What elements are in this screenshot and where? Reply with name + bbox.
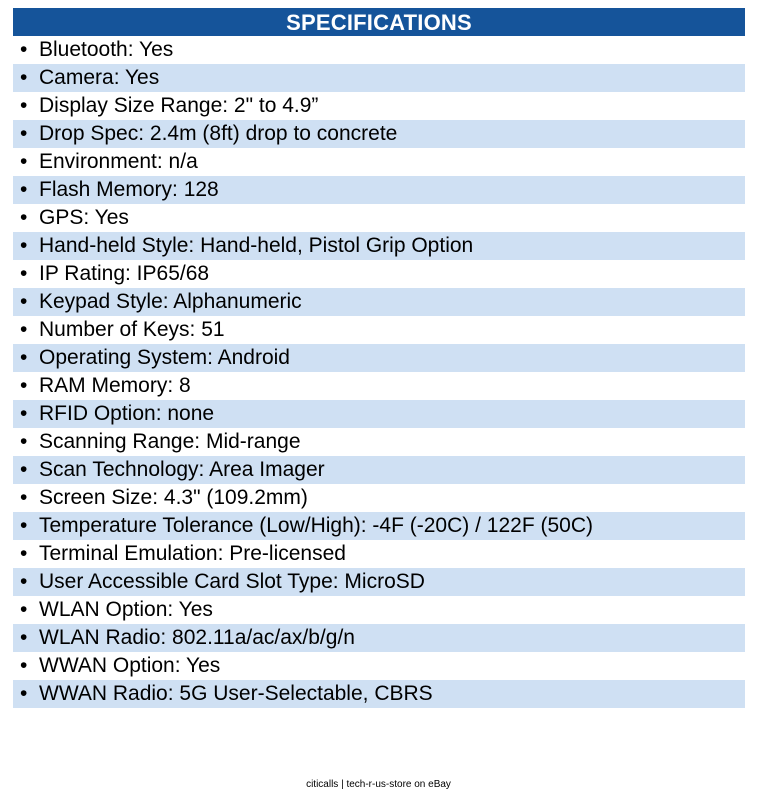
spec-row (13, 260, 745, 288)
spec-text: Hand-held Style: Hand-held, Pistol Grip Option (39, 234, 474, 257)
spec-row (13, 428, 745, 456)
spec-text: RFID Option: none (39, 402, 215, 425)
spec-text: Operating System: Android (39, 346, 290, 369)
bullet-icon: • (20, 682, 28, 705)
spec-row (13, 624, 745, 652)
spec-row (13, 512, 745, 540)
spec-row (13, 456, 745, 484)
bullet-icon: • (20, 38, 28, 61)
bullet-icon: • (20, 654, 28, 677)
spec-row (13, 92, 745, 120)
bullet-icon: • (20, 66, 28, 89)
spec-text: GPS: Yes (39, 206, 129, 229)
spec-text: Terminal Emulation: Pre-licensed (39, 542, 346, 565)
spec-row (13, 484, 745, 512)
spec-text: Display Size Range: 2" to 4.9” (39, 94, 319, 117)
spec-row (13, 344, 745, 372)
bullet-icon: • (20, 346, 28, 369)
spec-text: Environment: n/a (39, 150, 198, 173)
bullet-icon: • (20, 94, 28, 117)
bullet-icon: • (20, 430, 28, 453)
bullet-icon: • (20, 598, 28, 621)
spec-text: Temperature Tolerance (Low/High): -4F (-20C) / 122F (50C) (39, 514, 593, 537)
bullet-icon: • (20, 262, 28, 285)
spec-row (13, 596, 745, 624)
spec-text: Drop Spec: 2.4m (8ft) drop to concrete (39, 122, 398, 145)
spec-row (13, 400, 745, 428)
specifications-header: SPECIFICATIONS (13, 8, 745, 36)
spec-row (13, 652, 745, 680)
spec-text: Screen Size: 4.3" (109.2mm) (39, 486, 308, 509)
spec-text: WWAN Option: Yes (39, 654, 221, 677)
spec-text: RAM Memory: 8 (39, 374, 191, 397)
spec-text: IP Rating: IP65/68 (39, 262, 210, 285)
spec-row (13, 288, 745, 316)
bullet-icon: • (20, 150, 28, 173)
spec-text: WLAN Option: Yes (39, 598, 213, 621)
bullet-icon: • (20, 458, 28, 481)
spec-row (13, 680, 745, 708)
bullet-icon: • (20, 570, 28, 593)
bullet-icon: • (20, 318, 28, 341)
spec-text: Scan Technology: Area Imager (39, 458, 325, 481)
bullet-icon: • (20, 374, 28, 397)
bullet-icon: • (20, 542, 28, 565)
spec-text: Flash Memory: 128 (39, 178, 219, 201)
bullet-icon: • (20, 122, 28, 145)
spec-row (13, 372, 745, 400)
specifications-panel (13, 8, 745, 708)
bullet-icon: • (20, 178, 28, 201)
spec-row (13, 568, 745, 596)
spec-text: Bluetooth: Yes (39, 38, 174, 61)
specifications-list (13, 36, 745, 708)
spec-text: User Accessible Card Slot Type: MicroSD (39, 570, 425, 593)
spec-row (13, 176, 745, 204)
spec-text: Number of Keys: 51 (39, 318, 225, 341)
bullet-icon: • (20, 234, 28, 257)
bullet-icon: • (20, 206, 28, 229)
spec-text: WLAN Radio: 802.11a/ac/ax/b/g/n (39, 626, 355, 649)
spec-row (13, 540, 745, 568)
bullet-icon: • (20, 626, 28, 649)
spec-text: Keypad Style: Alphanumeric (39, 290, 302, 313)
bullet-icon: • (20, 402, 28, 425)
spec-row (13, 120, 745, 148)
spec-text: Scanning Range: Mid-range (39, 430, 301, 453)
footer-credit: citicalls | tech-r-us-store on eBay (306, 779, 451, 790)
spec-text: WWAN Radio: 5G User-Selectable, CBRS (39, 682, 433, 705)
spec-row (13, 232, 745, 260)
spec-text: Camera: Yes (39, 66, 160, 89)
spec-row (13, 148, 745, 176)
spec-row (13, 316, 745, 344)
spec-row (13, 64, 745, 92)
spec-row (13, 204, 745, 232)
bullet-icon: • (20, 486, 28, 509)
bullet-icon: • (20, 514, 28, 537)
bullet-icon: • (20, 290, 28, 313)
spec-row (13, 36, 745, 64)
